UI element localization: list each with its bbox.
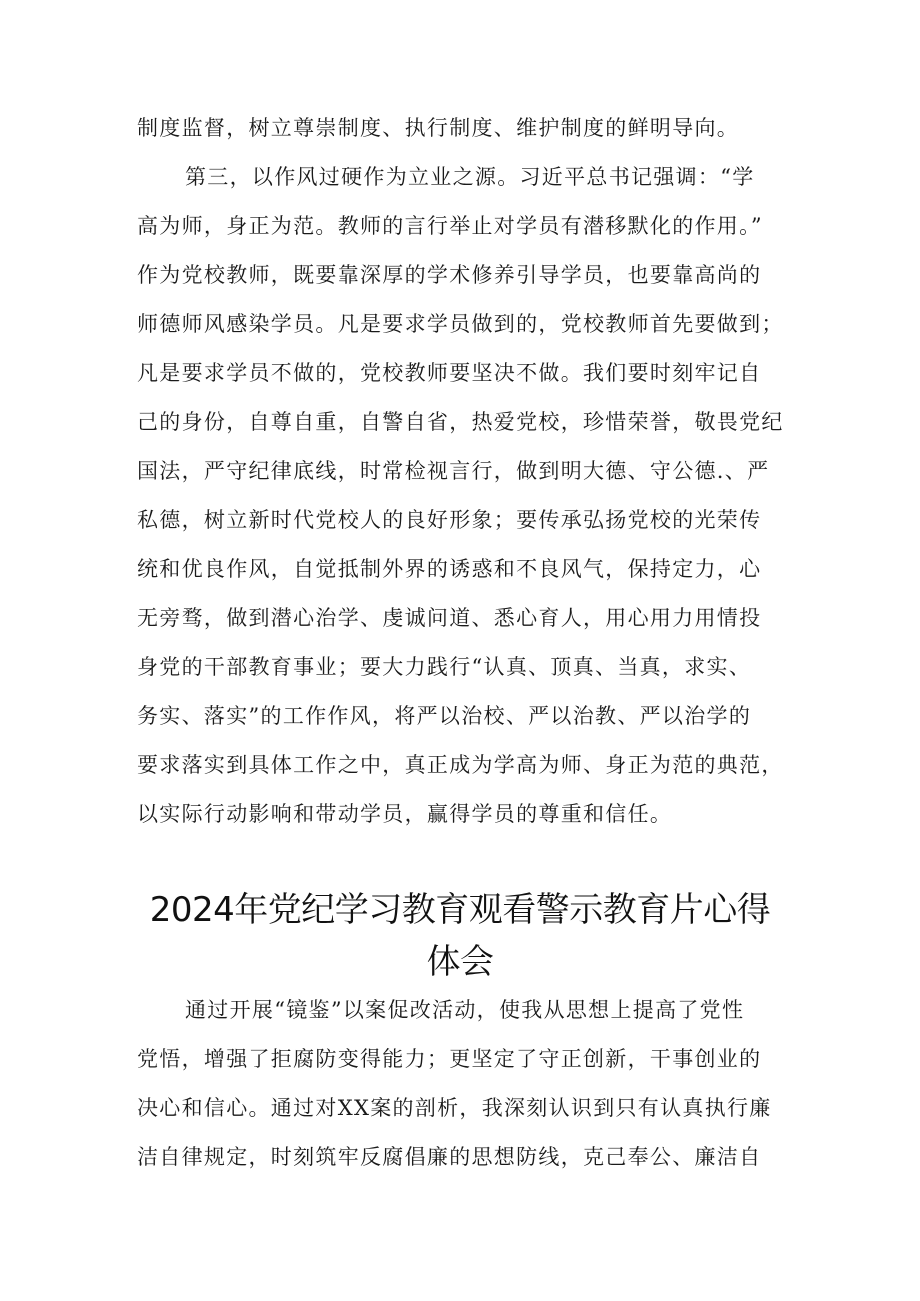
paragraph-line: 决心和信心。通过对XX案的剖析，我深刻认识到只有认真执行廉	[137, 1096, 772, 1120]
paragraph-line: 私德，树立新时代党校人的良好形象；要传承弘扬党校的光荣传	[137, 508, 762, 532]
essay-title: 2024年党纪学习教育观看警示教育片心得	[149, 890, 771, 930]
paragraph-line: 通过开展“镜鉴”以案促改活动，使我从思想上提高了党性	[185, 998, 745, 1022]
paragraph-line: 无旁骛，做到潜心治学、虔诚问道、悉心育人，用心用力用情投	[137, 606, 762, 630]
paragraph-line: 高为师，身正为范。教师的言行举止对学员有潜移默化的作用。”	[137, 214, 763, 238]
paragraph-line: 要求落实到具体工作之中，真正成为学高为师、身正为范的典范，	[137, 753, 784, 777]
paragraph-line: 洁自律规定，时刻筑牢反腐倡廉的思想防线，克己奉公、廉洁自	[137, 1145, 762, 1169]
paragraph-line: 以实际行动影响和带动学员，赢得学员的尊重和信任。	[137, 802, 673, 826]
paragraph-line: 务实、落实”的工作作风，将严以治校、严以治教、严以治学的	[137, 704, 752, 728]
paragraph-line: 作为党校教师，既要靠深厚的学术修养引导学员，也要靠高尚的	[137, 263, 762, 287]
paragraph-line: 统和优良作风，自觉抵制外界的诱惑和不良风气，保持定力，心	[137, 557, 762, 581]
essay-title: 体会	[426, 942, 494, 982]
paragraph-line: 国法，严守纪律底线，时常检视言行，做到明大德、守公德.、严	[137, 459, 770, 483]
paragraph-line: 身党的干部教育事业；要大力践行“认真、顶真、当真，求实、	[137, 655, 752, 679]
paragraph-line: 党悟，增强了拒腐防变得能力；更坚定了守正创新，干事创业的	[137, 1047, 762, 1071]
paragraph-line: 凡是要求学员不做的，党校教师要坚决不做。我们要时刻牢记自	[137, 361, 762, 385]
paragraph-line: 己的身份，自尊自重，自警自省，热爱党校，珍惜荣誉，敬畏党纪	[137, 410, 784, 434]
paragraph-line: 师德师风感染学员。凡是要求学员做到的，党校教师首先要做到；	[137, 312, 784, 336]
paragraph-line: 第三，以作风过硬作为立业之源。习近平总书记强调：“学	[185, 165, 755, 189]
paragraph-line: 制度监督，树立尊崇制度、执行制度、维护制度的鲜明导向。	[137, 116, 740, 140]
